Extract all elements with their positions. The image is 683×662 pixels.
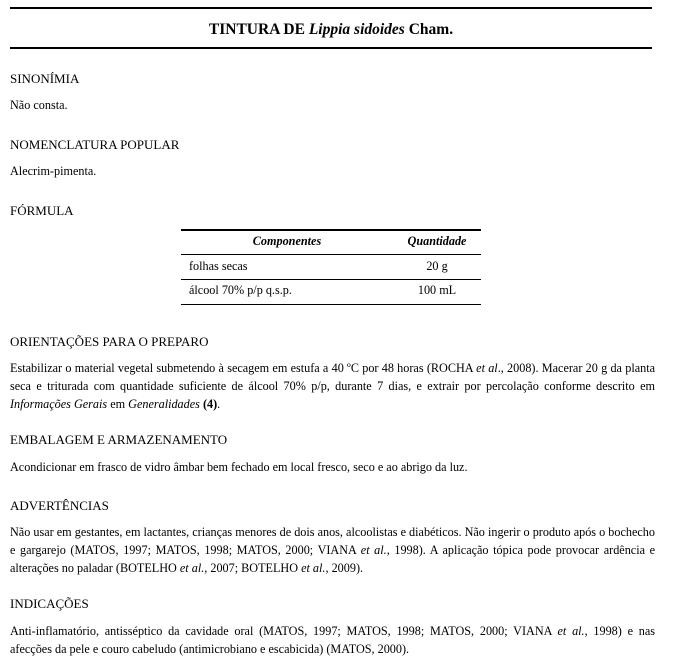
text-orientacoes: Estabilizar o material vegetal submetendo à secagem em estufa a 40 ºC por 48 horas (ROCHA et al., 2008). Macerar 20 g da planta seca e triturada com quantidade suficiente de álcool 70% p/p, durante 7 dias, e extrair por percolação conforme descrito em Informações Gerais em Generalidades (4). <box>10 361 656 411</box>
heading-orientacoes: ORIENTAÇÕES PARA O PREPARO <box>10 334 209 349</box>
title-suffix: Cham. <box>408 21 454 38</box>
quantity-cell: 100 mL <box>417 282 457 297</box>
heading-embalagem: EMBALAGEM E ARMAZENAMENTO <box>10 432 228 447</box>
table-row <box>181 278 481 302</box>
page-title <box>10 20 652 40</box>
ref-generalidades: Generalidades <box>128 397 200 411</box>
text-nomenclatura: Alecrim-pimenta. <box>10 164 97 178</box>
heading-indicacoes: INDICAÇÕES <box>10 596 89 611</box>
top-rule <box>10 7 652 9</box>
title-species: Lippia sidoides <box>308 21 405 38</box>
text-embalagem: Acondicionar em frasco de vidro âmbar bem fechado em local fresco, seco e ao abrigo da luz. <box>10 460 468 474</box>
title-rule <box>10 47 652 49</box>
heading-formula: FÓRMULA <box>10 203 74 218</box>
text-indicacoes: Anti-inflamatório, antisséptico da cavidade oral (MATOS, 1997; MATOS, 1998; MATOS, 2000; VIANA et al., 1998) e nas afecções da pele e couro cabeludo (antimicrobiano e escabicida) (MATOS, 2000). <box>10 624 655 656</box>
quantity-cell: 20 g <box>426 258 448 273</box>
header-components: Componentes <box>252 234 322 248</box>
formula-bottom-rule <box>181 304 481 305</box>
header-quantity: Quantidade <box>407 234 467 248</box>
component-cell: álcool 70% p/p q.s.p. <box>189 282 292 297</box>
text-sinonimia: Não consta. <box>10 98 68 112</box>
ref-number: (4) <box>202 397 218 411</box>
heading-nomenclatura: NOMENCLATURA POPULAR <box>10 137 180 152</box>
heading-sinonimia: SINONÍMIA <box>10 71 80 86</box>
component-cell: folhas secas <box>189 258 248 273</box>
title-prefix: TINTURA DE <box>208 21 305 38</box>
text-advertencias: Não usar em gestantes, em lactantes, crianças menores de dois anos, alcoolistas e diabéticos. Não ingerir o produto após o bochecho e gargarejo (MATOS, 1997; MATOS, 1998; MATOS, 2000; VIANA et al., 1998). A aplicação tópica pode provocar ardência e alterações no paladar (BOTELHO et al., 2007; BOTELHO et al., 2009). <box>10 525 656 575</box>
table-row <box>181 254 481 278</box>
heading-advertencias: ADVERTÊNCIAS <box>10 498 109 513</box>
formula-header-row <box>181 229 481 254</box>
ref-informacoes-gerais: Informações Gerais <box>10 397 108 411</box>
formula-table <box>181 229 481 302</box>
